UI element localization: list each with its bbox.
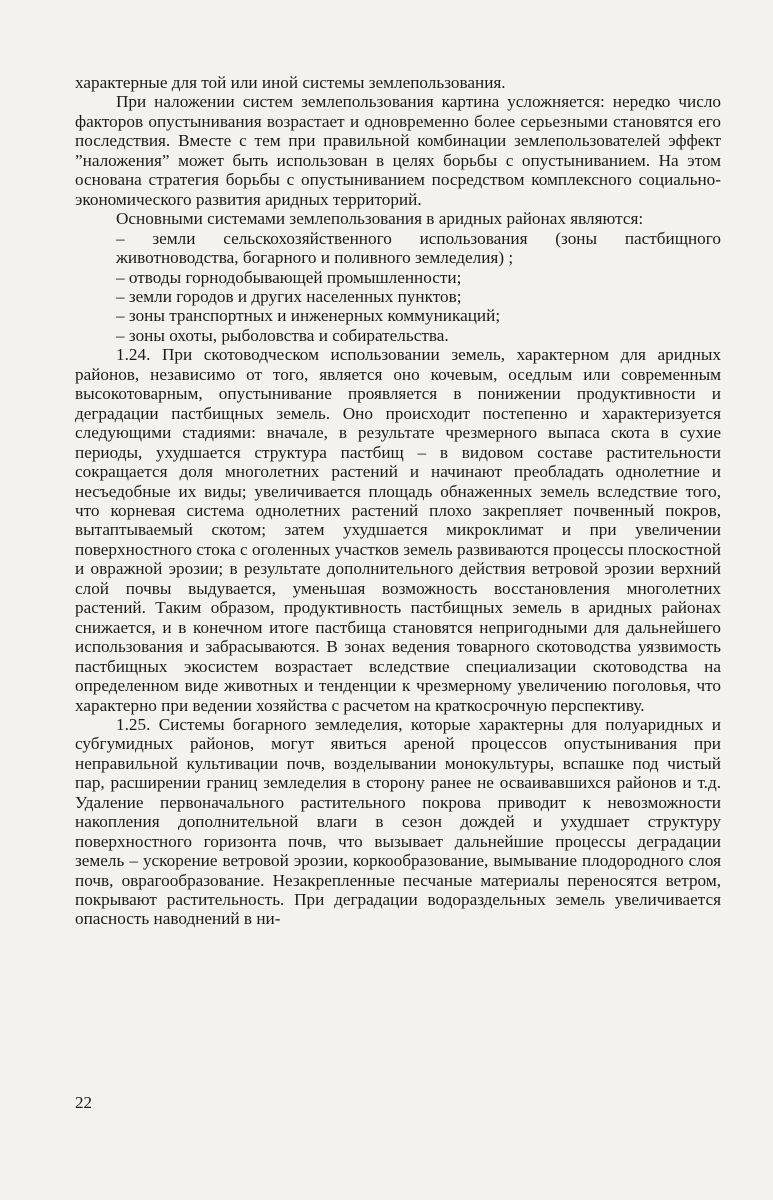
- page-number: 22: [75, 1093, 92, 1112]
- list-item: – зоны транспортных и инженерных коммуникаций;: [116, 306, 501, 326]
- section-1-25: 1.25. Системы богарного земледелия, которые характерны для полуаридных и субгумидных районов, могут явиться ареной процессов опустынивания при неправильной культивации почв, возделывании монокультуры, вспашке под чистый пар, расширении границ земледелия в сторону ранее не осваивавшихся районов и т.д. Удаление первоначального растительного покрова приводит к невозможности накопления дополнительной влаги в сезон дождей и ухудшает структуру поверхностного горизонта почв, что вызывает дальнейшие процессы деградации земель – ускорение ветровой эрозии, коркообразование, вымывание плодородного слоя почв, оврагообразование. Незакрепленные песчаные материалы переносятся ветром, покрывают растительность. При деградации водораздельных земель увеличивается опасность наводнений в ни-: [75, 714, 721, 929]
- paragraph-continuation: характерные для той или иной системы землепользования.: [75, 73, 506, 92]
- paragraph-overlay-systems: При наложении систем землепользования картина усложняется: нередко число факторов опустынивания возрастает и одновременно более серьезными становятся его последствия. Вместе с тем при правильной комбинации землепользователей эффект ”наложения” может быть использован в целях борьбы с опустыниванием. На этом основана стратегия борьбы с опустыниванием посредством комплексного социально-экономического развития аридных территорий.: [75, 92, 721, 209]
- list-item: – отводы горнодобывающей промышленности;: [116, 267, 462, 287]
- section-1-24: 1.24. При скотоводческом использовании земель, характерном для аридных районов, независимо от того, является оно кочевым, оседлым или современным высокотоварным, опустынивание проявляется в понижении продуктивности и деградации пастбищных земель. Оно происходит постепенно и характеризуется следующими стадиями: вначале, в результате чрезмерного выпаса скота в сухие периоды, ухудшается структура пастбищ – в видовом составе растительности сокращается доля многолетних растений и начинают преобладать однолетние и несъедобные их виды; увеличивается площадь обнаженных земель вследствие того, что корневая система однолетних растений плохо закрепляет почвенный покров, вытаптываемый скотом; затем ухудшается микроклимат и при увеличении поверхностного стока с оголенных участков земель развиваются процессы плоскостной и овражной эрозии; в результате дополнительного действия ветровой эрозии верхний слой почвы выдувается, уменьшая возможность восстановления многолетних растений. Таким образом, продуктивность пастбищных земель в аридных районах снижается, и в конечном итоге пастбища становятся непригодными для дальнейшего использования и забрасываются. В зонах ведения товарного скотоводства уязвимость пастбищных экосистем возрастает вследствие специализации скотоводства на определенном виде животных и тенденции к чрезмерному увеличению поголовья, что характерно при ведении хозяйства с расчетом на краткосрочную перспективу.: [75, 345, 721, 715]
- list-item: – зоны охоты, рыболовства и собирательства.: [116, 325, 449, 345]
- body-text: [75, 73, 721, 929]
- list-item: – земли городов и других населенных пунктов;: [116, 286, 462, 306]
- paragraph-main-systems: Основными системами землепользования в аридных районах являются:: [116, 209, 644, 229]
- list-item: – земли сельскохозяйственного использования (зоны пастбищного животноводства, богарного и поливного земледелия) ;: [116, 228, 721, 268]
